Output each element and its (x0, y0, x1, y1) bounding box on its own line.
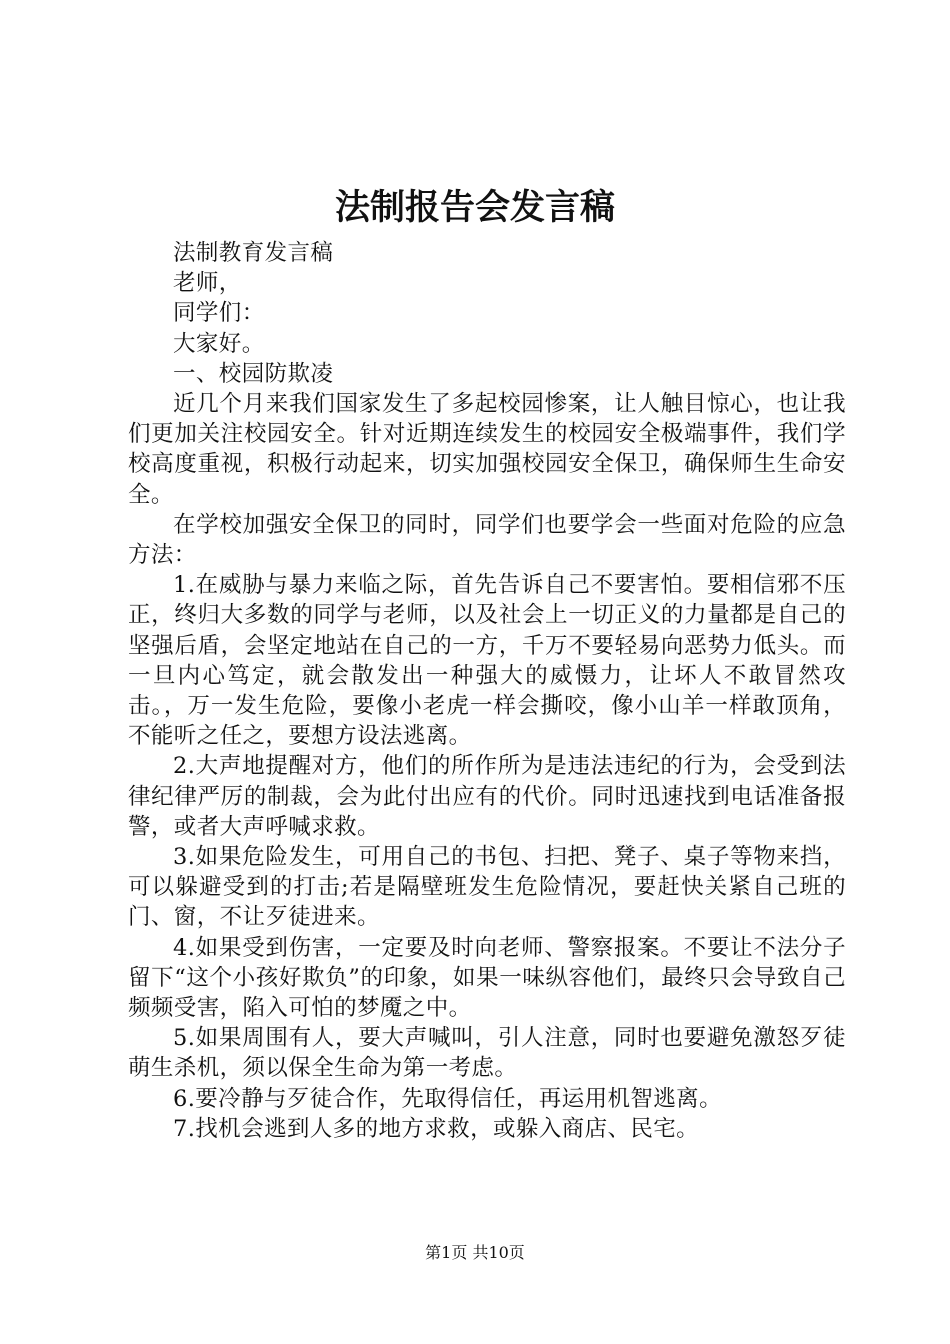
paragraph-greeting: 大家好。 (173, 330, 265, 357)
paragraph-heading: 法制教育发言稿 (173, 240, 334, 266)
section-heading: 一、校园防欺凌 (173, 360, 334, 387)
list-item-3: 3.如果危险发生，可用自己的书包、扫把、凳子、桌子等物来挡，可以躲避受到的打击;若是隔壁班发生危险情况，要赶快关紧自己班的门、窗，不让歹徒进来。 (128, 844, 846, 931)
paragraph-methods-lead: 在学校加强安全保卫的同时，同学们也要学会一些面对危险的应急方法： (128, 511, 846, 569)
list-item-7: 7.找机会逃到人多的地方求救，或躲入商店、民宅。 (173, 1115, 700, 1142)
paragraph-salutation-students: 同学们： (173, 300, 265, 327)
document-title: 法制报告会发言稿 (334, 187, 615, 228)
list-item-1: 1.在威胁与暴力来临之际，首先告诉自己不要害怕。要相信邪不压正，终归大多数的同学与老师，以及社会上一切正义的力量都是自己的坚强后盾，会坚定地站在自己的一方，千万不要轻易向恶势力低头。而一旦内心笃定，就会散发出一种强大的威慑力，让坏人不敢冒然攻击。，万一发生危险，要像小老虎一样会撕咬，像小山羊一样敢顶角，不能听之任之，要想方设法逃离。 (128, 572, 846, 750)
document-body (128, 238, 846, 1144)
list-item-6: 6.要冷静与歹徒合作，先取得信任，再运用机智逃离。 (173, 1085, 722, 1112)
list-item-4: 4.如果受到伤害，一定要及时向老师、警察报案。不要让不法分子留下“这个小孩好欺负”的印象，如果一味纵容他们，最终只会导致自己频频受害，陷入可怕的梦魇之中。 (128, 934, 846, 1022)
paragraph-salutation-teachers: 老师， (173, 270, 242, 297)
list-item-2: 2.大声地提醒对方，他们的所作所为是违法违纪的行为，会受到法律纪律严厉的制裁，会为此付出应有的代价。同时迅速找到电话准备报警，或者大声呼喊求救。 (128, 753, 846, 840)
paragraph-intro: 近几个月来我们国家发生了多起校园惨案，让人触目惊心，也让我们更加关注校园安全。针对近期连续发生的校园安全极端事件，我们学校高度重视，积极行动起来，切实加强校园安全保卫，确保师生生命安全。 (128, 391, 846, 508)
page-number-footer: 第1页 共10页 (425, 1243, 525, 1262)
list-item-5: 5.如果周围有人，要大声喊叫，引人注意，同时也要避免激怒歹徒萌生杀机，须以保全生命为第一考虑。 (128, 1025, 846, 1082)
